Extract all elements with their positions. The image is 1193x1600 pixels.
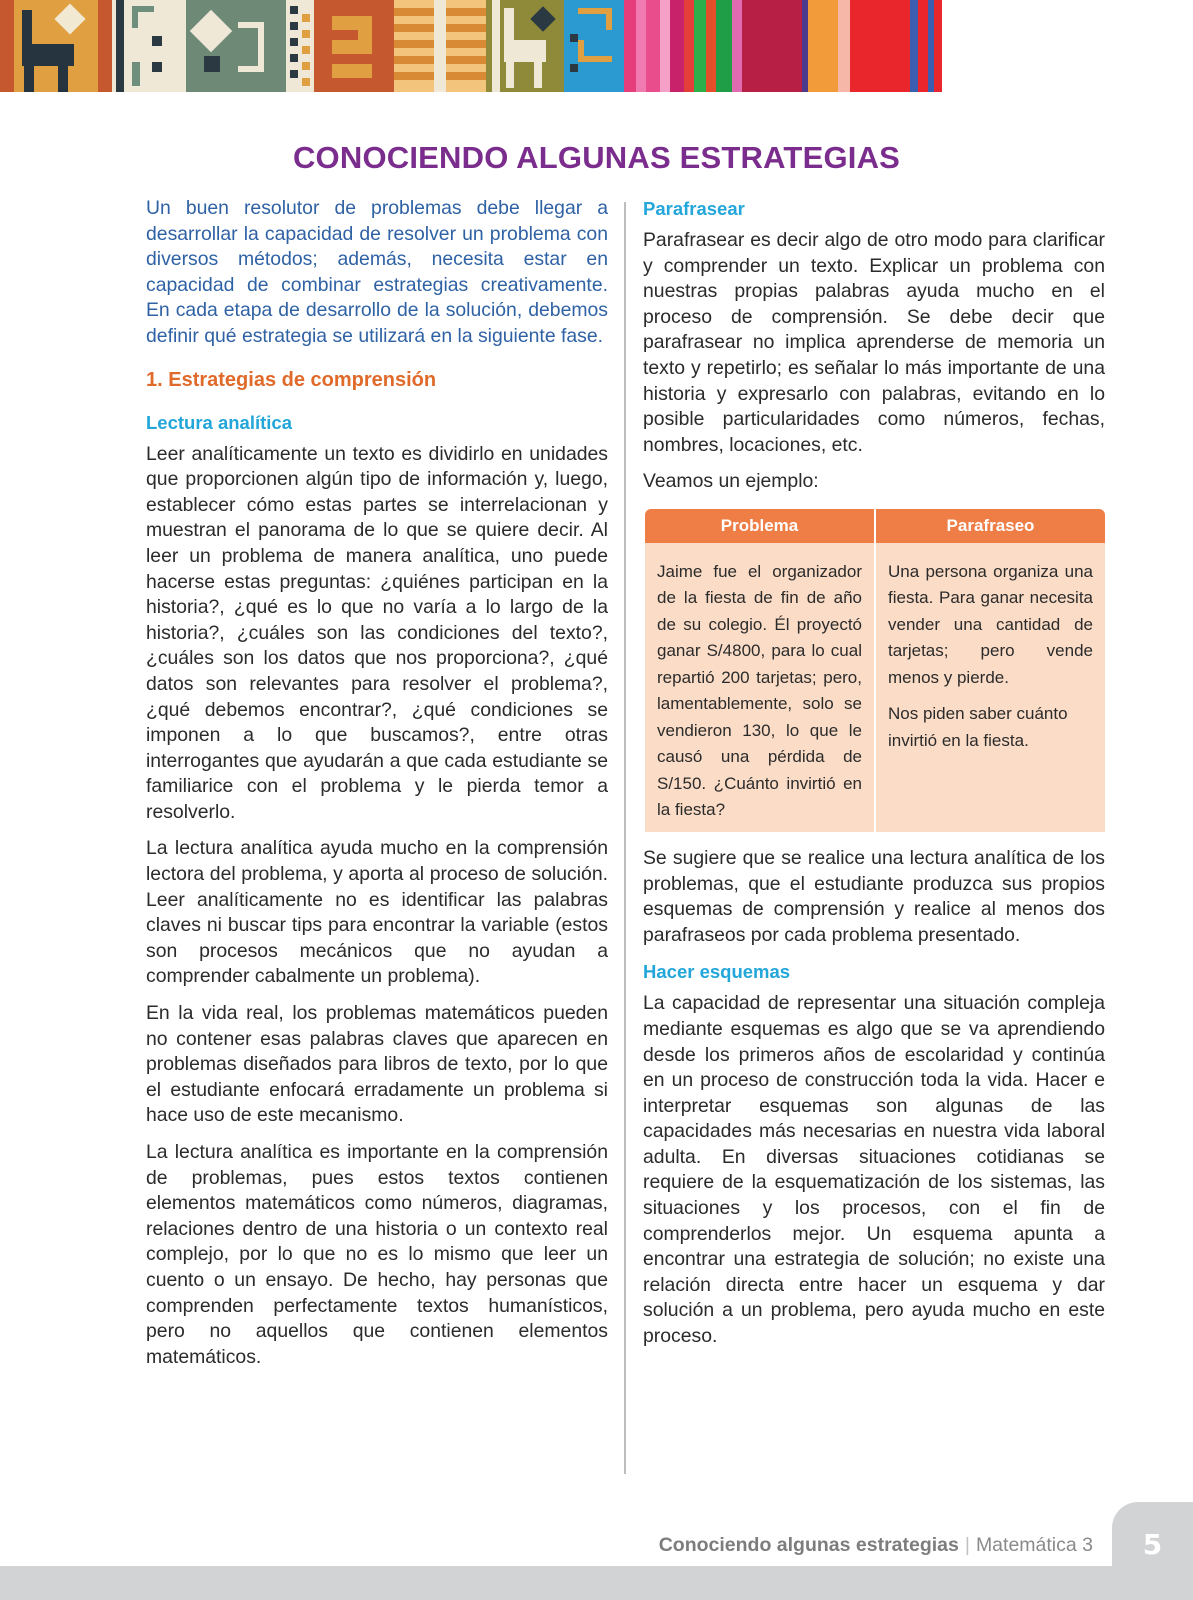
right-column (643, 196, 1105, 1361)
subheading-lectura-analitica: Lectura analítica (146, 411, 293, 433)
banner-segment-crosses (112, 0, 174, 92)
left-column (146, 196, 608, 1381)
paragraph: Parafrasear es decir algo de otro modo para clarificar y comprender un texto. Explicar un problema con nuestras propias palabras ayuda mucho en el proceso de comprensión. Se debe decir que parafrasear no implica aprenderse de memoria un texto y repetirlo; es señalar lo más importante de una historia y expresarlo con palabras, evitando en lo posible particularidades como números, fechas, nombres, locaciones, etc. (643, 229, 1105, 456)
subheading-hacer-esquemas: Hacer esquemas (643, 961, 791, 983)
section-heading: 1. Estrategias de comprensión (146, 368, 437, 391)
table-header-row (645, 509, 1105, 543)
page-number: 5 (1142, 1528, 1163, 1561)
intro-paragraph: Un buen resolutor de problemas debe llegar a desarrollar la capacidad de resolver un problema con diversos métodos; además, necesita estar en capacidad de combinar estrategias creativamente. En cada etapa de desarrollo de la solución, debemos definir qué estrategia se utilizará en la siguiente fase. (146, 197, 608, 347)
banner-segment-orange (314, 0, 394, 92)
subheading-parafrasear: Parafrasear (643, 198, 745, 219)
banner-segment-checker (286, 0, 314, 92)
footer-bar (0, 1566, 1193, 1600)
page-title: CONOCIENDO ALGUNAS ESTRATEGIAS (292, 140, 901, 175)
footer-book: Matemática 3 (975, 1534, 1093, 1556)
paraphrase-text: Una persona organiza una fiesta. Para ganar necesita vender una cantidad de tarjetas; pero vende menos y pierde. (888, 561, 1093, 687)
paragraph: Leer analíticamente un texto es dividirlo en unidades que proporcionen algún tipo de información y, luego, establecer cómo estas partes se interrelacionan y muestran el panorama de lo que se quiere decir. Al leer un problema de manera analítica, uno puede hacerse estas preguntas: ¿quiénes participan en la historia?, ¿qué es lo que no varía a lo largo de la historia?, ¿cuáles son las condiciones del texto?, ¿cuáles son los datos que nos proporciona?, ¿qué datos son relevantes para resolver el problema?, ¿qué debemos encontrar?, ¿qué condiciones se imponen a lo que buscamos?, entre otras interrogantes que ayudarán a que cada estudiante se familiarice con el problema y le pierda temor a resolverlo. (146, 442, 608, 823)
paraphrase-question: Nos piden saber cuánto invirtió en la fiesta. (888, 704, 1068, 750)
table-cell-problem (645, 543, 874, 832)
column-divider (624, 202, 626, 1474)
decorative-textile-banner (0, 0, 1193, 92)
paragraph: La capacidad de representar una situación compleja mediante esquemas es algo que se va aprendiendo desde los primeros años de escolaridad y continúa en un proceso de construcción toda la vida. Hacer e interpretar esquemas son algunas de las capacidades más necesarias en nuestra vida laboral adulta. En diversas situaciones cotidianas se requiere de la esquematización de los sistemas, las situaciones y los procesos, con el fin de comprenderlos mejor. Un esquema apunta a encontrar una estrategia de solución; no existe una relación directa entre hacer un esquema y dar solución a un problema, pero ayuda mucho en este proceso. (643, 992, 1105, 1348)
paragraph: Se sugiere que se realice una lectura analítica de los problemas, que el estudiante produzca sus propios esquemas de comprensión y realice al menos dos parafraseos por cada problema presentado. (643, 846, 1105, 946)
banner-segment-stripes (394, 0, 486, 92)
footer-separator: | (964, 1534, 970, 1556)
table-cell-paraphrase (874, 543, 1105, 832)
table-header-parafraseo: Parafraseo (874, 509, 1105, 543)
banner-segment-llama (0, 0, 112, 92)
problem-text: Jaime fue el organizador de la fiesta de fin de año de su colegio. Él proyectó ganar S/4800, para lo cual repartió 200 tarjetas; pero, lamentablemente, solo se vendieron 130, lo que le causó una pérdida de S/150. ¿Cuánto invirtió en la fiesta? (657, 561, 862, 820)
banner-segment-blue (564, 0, 624, 92)
table-row (645, 543, 1105, 832)
banner-segment-steps (174, 0, 286, 92)
example-intro: Veamos un ejemplo: (643, 470, 819, 493)
paragraph: La lectura analítica ayuda mucho en la comprensión lectora del problema, y aporta al proceso de solución. Leer analíticamente no es identificar las palabras claves ni buscar tips para encontrar la variable (estos son procesos mecánicos que no ayudan a comprender cabalmente un problema). (146, 837, 608, 988)
paragraph: La lectura analítica es importante en la comprensión de problemas, pues estos textos contienen elementos matemáticos como números, diagramas, relaciones dentro de una historia o un contexto real complejo, por lo que no es lo mismo que leer un cuento o un ensayo. De hecho, hay personas que comprenden perfectamente textos humanísticos, pero no aquellos que contienen elementos matemáticos. (146, 1141, 608, 1368)
footer-running-title (659, 1534, 1093, 1557)
footer-section: Conociendo algunas estrategias (658, 1534, 959, 1556)
table-header-problema: Problema (720, 515, 799, 535)
example-table (645, 509, 1105, 832)
banner-segment-llama-2 (486, 0, 564, 92)
paragraph: En la vida real, los problemas matemáticos pueden no contener esas palabras claves que aparecen en problemas diseñados para libros de texto, por lo que el estudiante enfocará erradamente un problema si hace uso de este mecanismo. (146, 1002, 608, 1127)
